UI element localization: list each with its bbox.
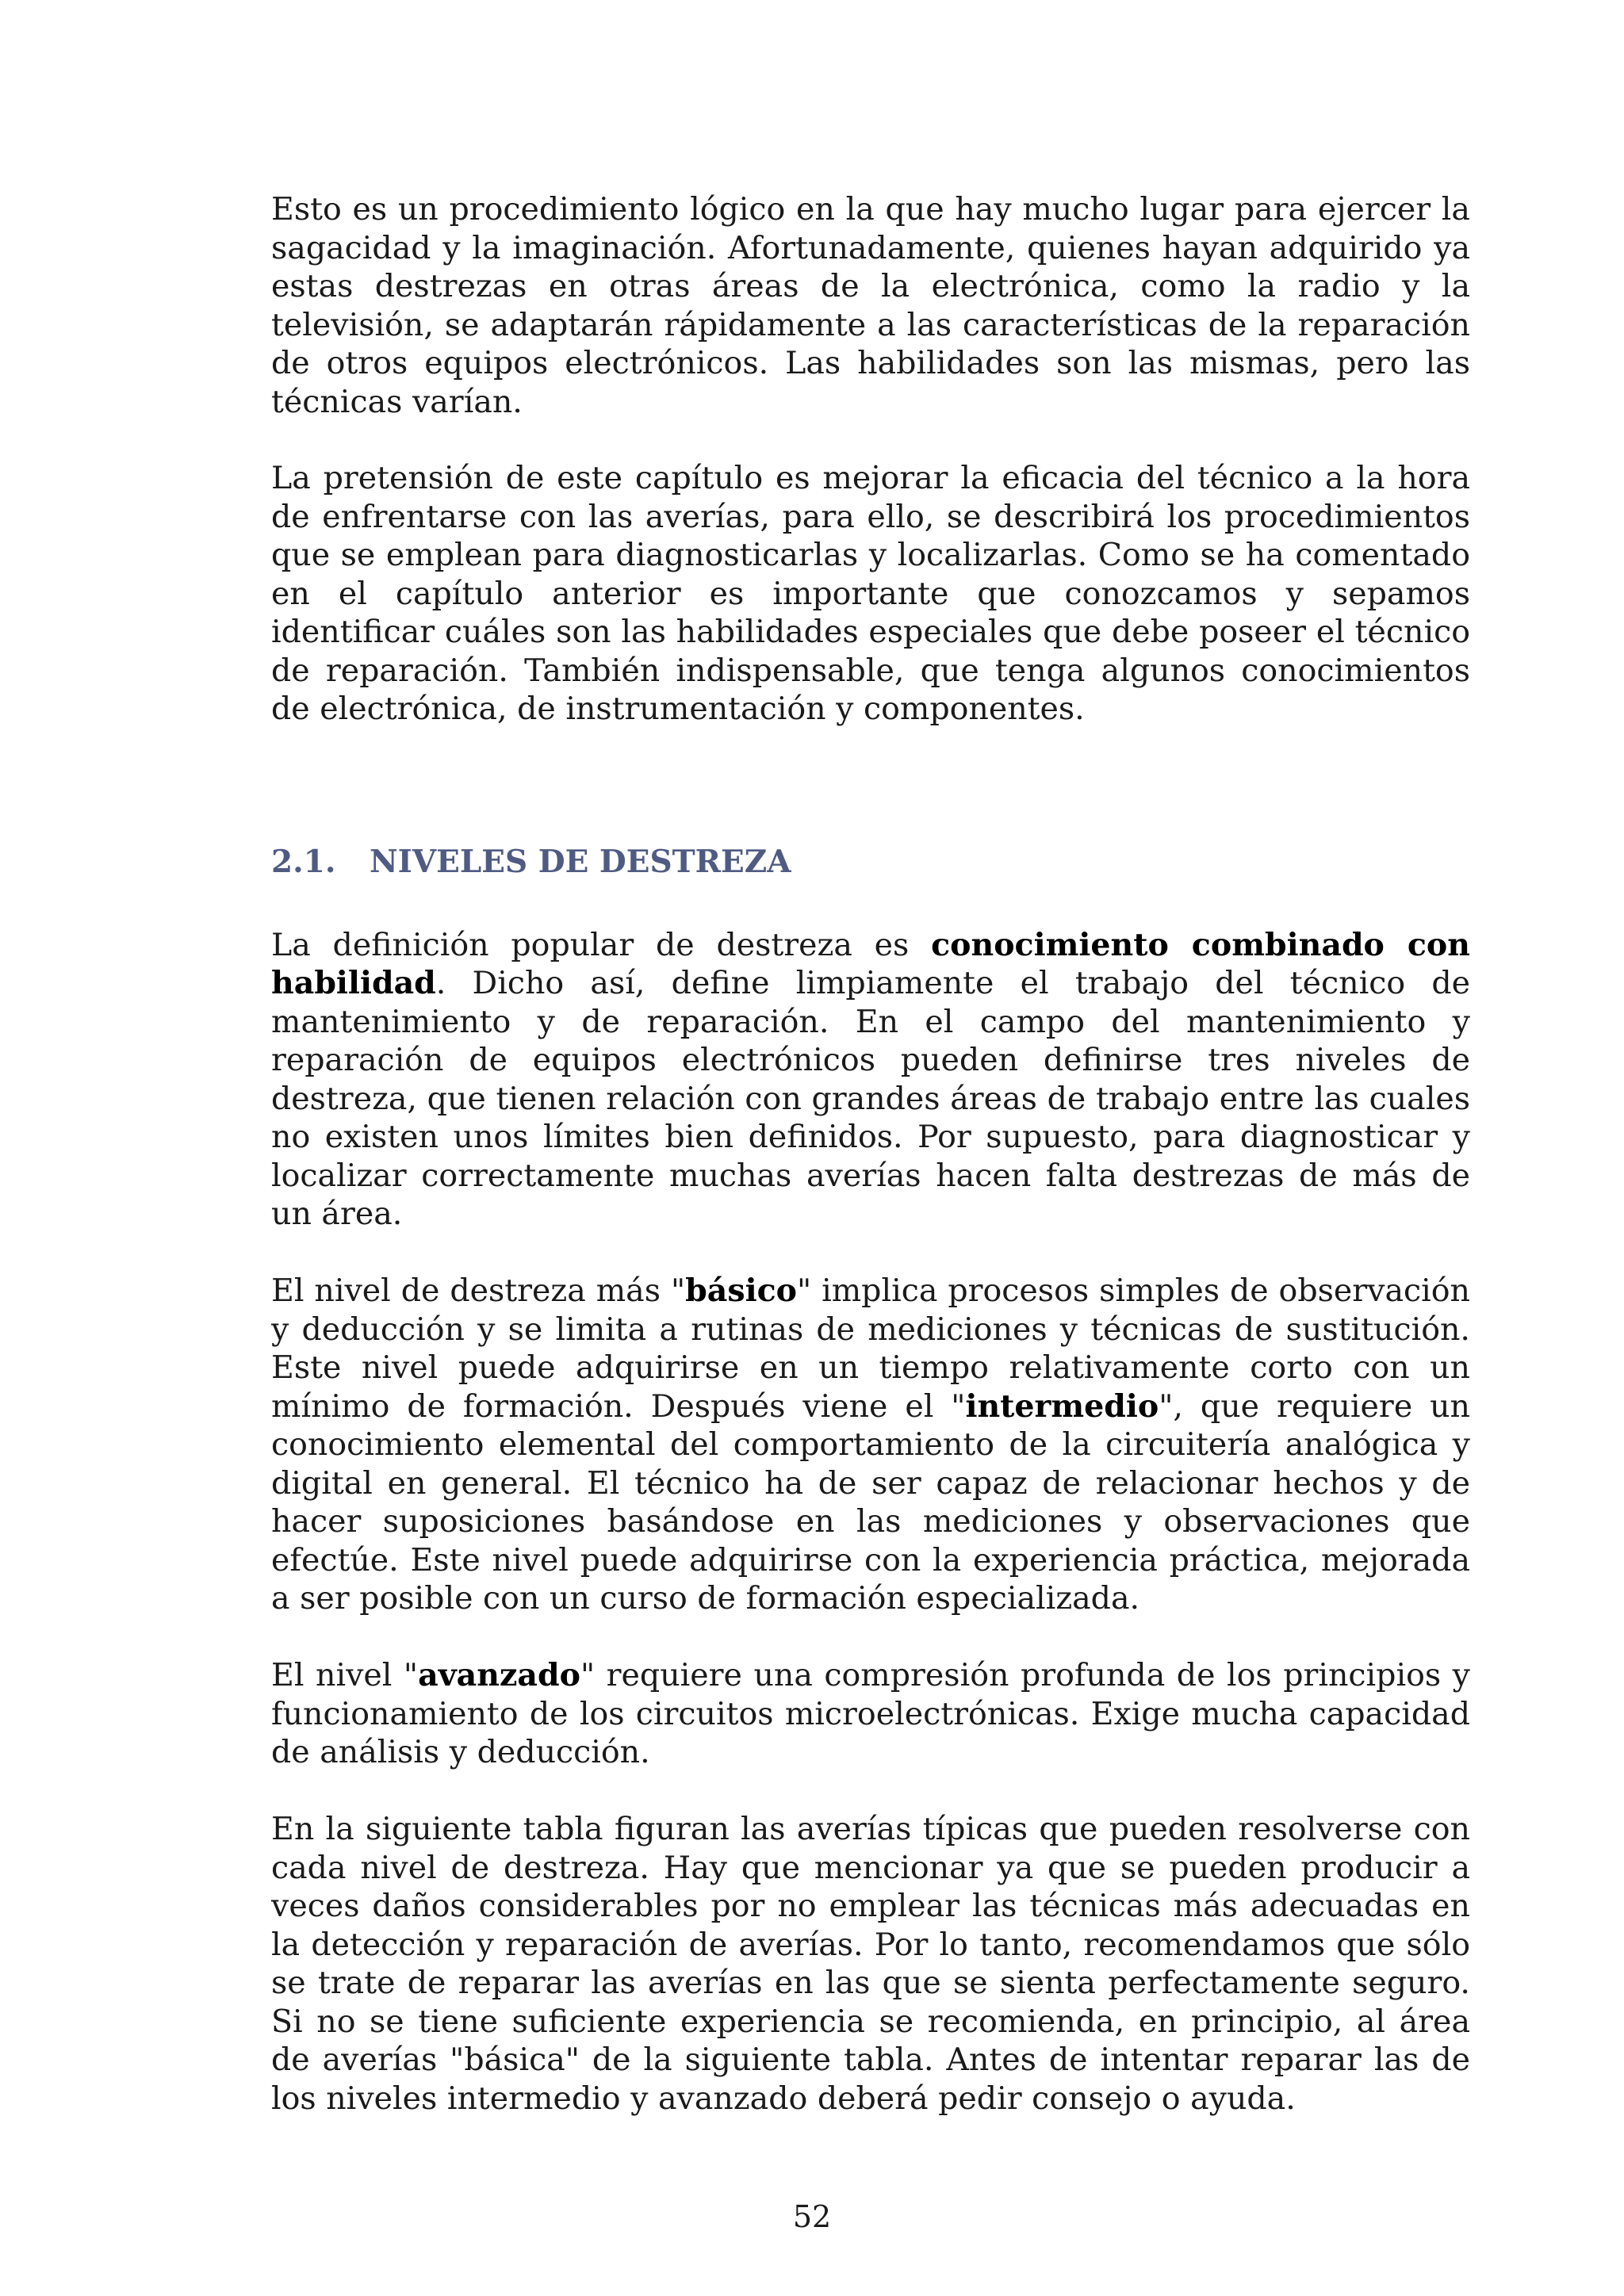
page-number: 52 [792,2199,832,2234]
paragraph-advanced [271,1656,1470,1772]
paragraph-basic-intermediate [271,1272,1470,1618]
paragraph-basic-text-c: ", que requiere un conocimiento elemental del comportamiento de la circuitería analógica y digital en general. El técnico ha de ser capaz de relacionar hechos y de hacer suposiciones basándose en las mediciones y observaciones que efectúe. Este nivel puede adquirirse con la experiencia práctica, mejorada a ser posible con un curso de formación especializada. [271,1387,1470,1617]
paragraph-advanced-text-b: " requiere una compresión profunda de los principios y funcionamiento de los circuitos microelectrónicas. Exige mucha capacidad de análisis y deducción. [271,1657,1471,1770]
paragraph-definition-text-a: La definición popular de destreza es [271,926,932,963]
paragraph-definition [271,926,1470,1234]
term-intermedio: intermedio [965,1387,1159,1425]
paragraph-chapter-aim: La pretensión de este capítulo es mejorar la eficacia del técnico a la hora de enfrentarse con las averías, para ello, se describirá los procedimientos que se emplean para diagnosticarlas y localizarlas. Como se ha comentado en el capítulo anterior es importante que conozcamos y sepamos identificar cuáles son las habilidades especiales que debe poseer el técnico de reparación. También indispensable, que tenga algunos conocimientos de electrónica, de instrumentación y componentes. [271,460,1470,727]
paragraph-definition-text-b: . Dicho así, define limpiamente el trabajo del técnico de mantenimiento y de reparación. En el campo del mantenimiento y reparación de equipos electrónicos pueden definirse tres niveles de destreza, que tienen relación con grandes áreas de trabajo entre las cuales no existen unos límites bien definidos. Por supuesto, para diagnosticar y localizar correctamente muchas averías hacen falta destrezas de más de un área. [271,965,1470,1232]
paragraph-basic-text-a: El nivel de destreza más " [271,1272,686,1309]
document-body [271,190,1470,2118]
paragraph-table-intro: En la siguiente tabla figuran las averías típicas que pueden resolverse con cada nivel de destreza. Hay que mencionar ya que se pueden producir a veces daños considerables por no emplear las técnicas más adecuadas en la detección y reparación de averías. Por lo tanto, recomendamos que sólo se trate de reparar las averías en las que se sienta perfectamente seguro. Si no se tiene suficiente experiencia se recomienda, en principio, al área de averías "básica" de la siguiente tabla. Antes de intentar reparar las de los niveles intermedio y avanzado deberá pedir consejo o ayuda. [271,1811,1470,2117]
section-title: NIVELES DE DESTREZA [370,843,791,880]
paragraph-advanced-text-a: El nivel " [271,1657,419,1693]
section-number: 2.1. [271,843,336,880]
section-heading [271,843,1470,881]
term-avanzado: avanzado [418,1657,580,1693]
paragraph-intro: Esto es un procedimiento lógico en la que hay mucho lugar para ejercer la sagacidad y la imaginación. Afortunadamente, quienes hayan adquirido ya estas destrezas en otras áreas de la electrónica, como la radio y la televisión, se adaptarán rápidamente a las características de la reparación de otros equipos electrónicos. Las habilidades son las mismas, pero las técnicas varían. [271,191,1470,420]
term-basico: básico [685,1272,797,1309]
paragraph-definition-emphasis: conocimiento combinado con habilidad [271,926,1470,1001]
paragraph-basic-text-b: " implica procesos simples de observación y deducción y se limita a rutinas de mediciones y técnicas de sustitución. Este nivel puede adquirirse en un tiempo relativamente corto con un mínimo de formación. Después viene el " [271,1272,1470,1425]
